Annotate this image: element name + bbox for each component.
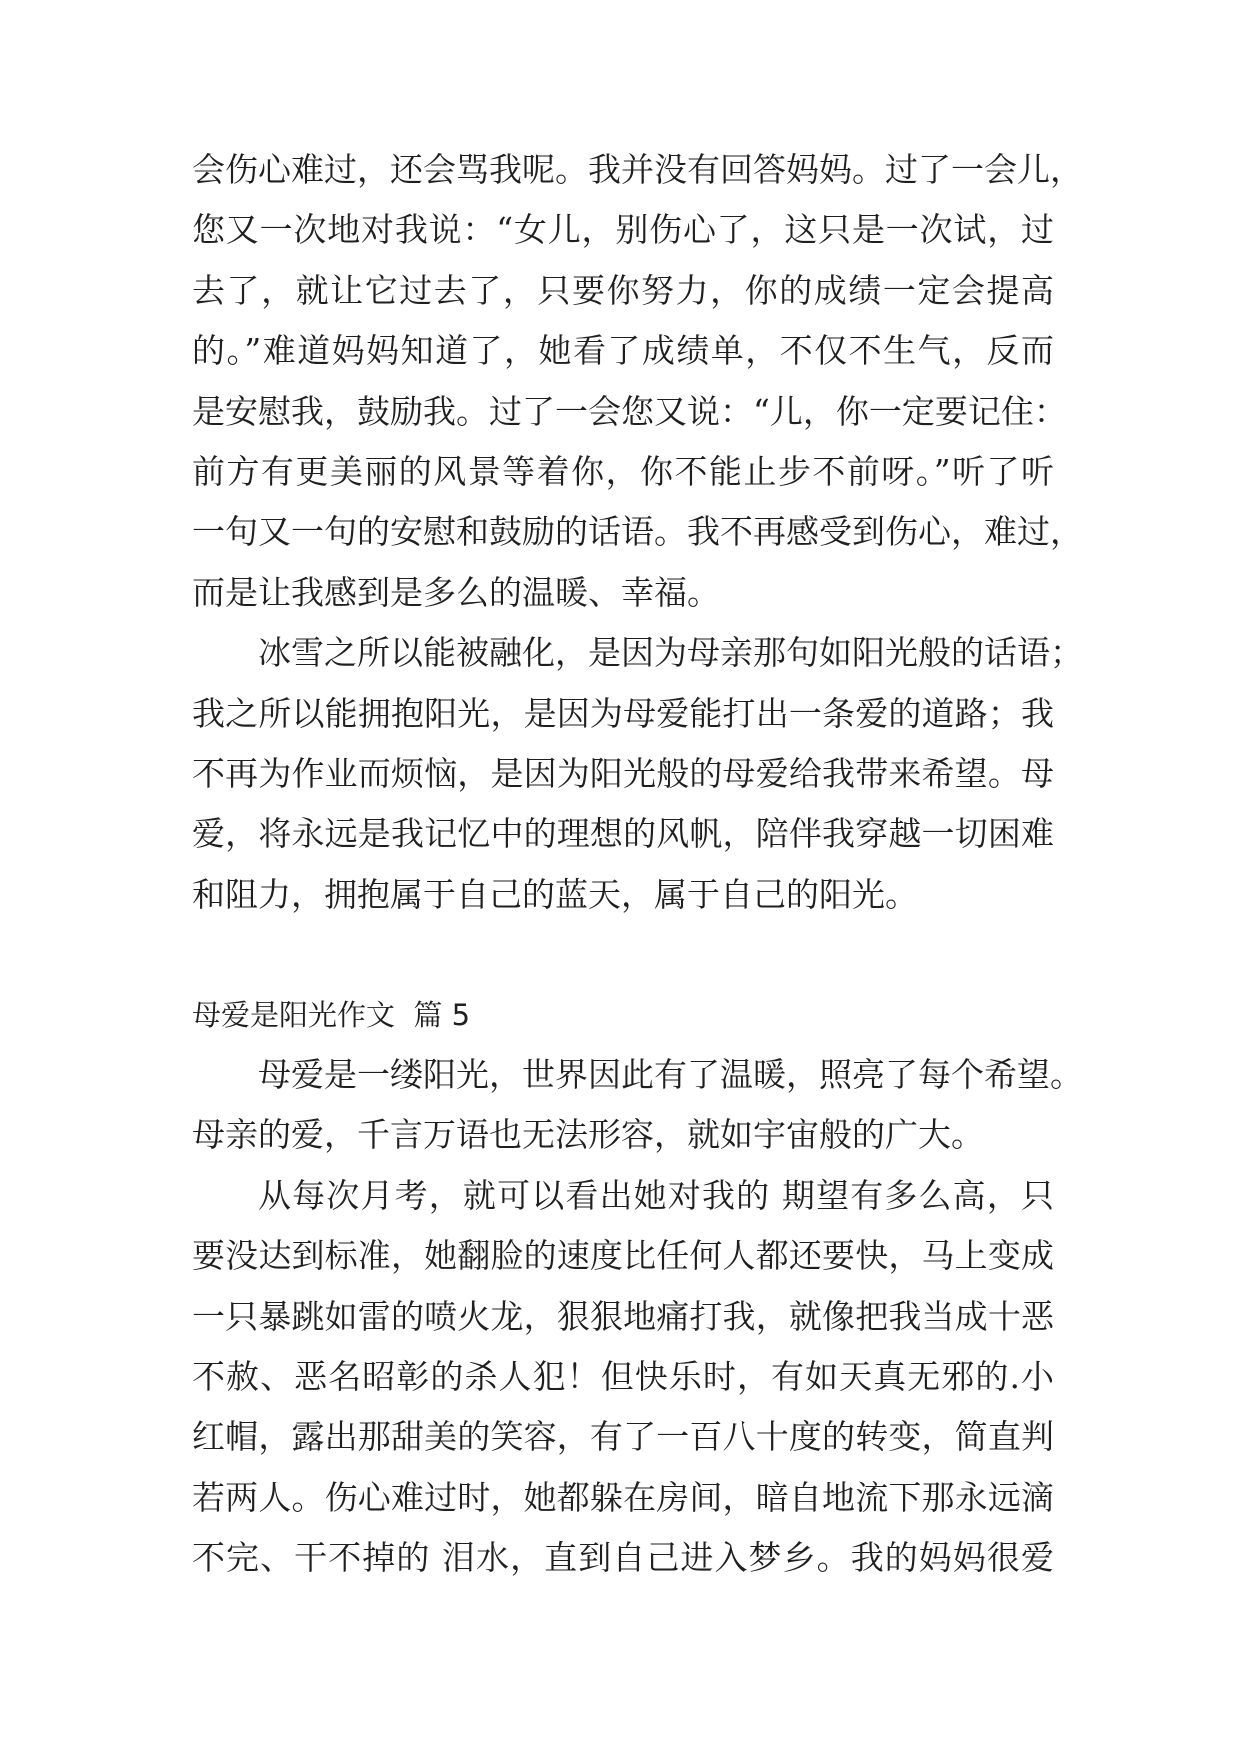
text-line: 而是让我感到是多么的温暖、幸福。 — [192, 572, 720, 612]
section-heading: 母爱是阳光作文 篇 5 — [192, 998, 471, 1033]
text-line: 不完、干不掉的 泪水，直到自己进入梦乡。我的妈妈很爱 — [192, 1538, 1054, 1578]
paragraph-3 — [192, 1045, 1083, 1166]
text-line: 您又一次地对我说：“女儿，别伤心了，这只是一次试，过 — [192, 210, 1054, 250]
paragraph-2 — [192, 623, 1083, 925]
text-line: 要没达到标准，她翻脸的速度比任何人都还要快，马上变成 — [192, 1236, 1054, 1276]
paragraph-1 — [192, 140, 1083, 623]
text-line: 母亲的爱，千言万语也无法形容，就如宇宙般的广大。 — [192, 1115, 984, 1155]
text-line: 一句又一句的安慰和鼓励的话语。我不再感受到伤心，难过， — [192, 512, 1083, 552]
text-line: 爱，将永远是我记忆中的理想的风帆，陪伴我穿越一切困难 — [192, 814, 1054, 854]
text-line: 冰雪之所以能被融化，是因为母亲那句如阳光般的话语； — [258, 633, 1083, 673]
text-line: 若两人。伤心难过时，她都躲在房间，暗自地流下那永远滴 — [192, 1477, 1054, 1517]
paragraph-4 — [192, 1166, 1054, 1589]
text-line: 一只暴跳如雷的喷火龙，狠狠地痛打我，就像把我当成十恶 — [192, 1296, 1054, 1336]
text-line: 不赦、恶名昭彰的杀人犯！但快乐时，有如天真无邪的.小 — [192, 1357, 1054, 1397]
section-spacer — [192, 925, 1054, 985]
text-line: 母爱是一缕阳光，世界因此有了温暖，照亮了每个希望。 — [258, 1055, 1083, 1095]
essay-body — [192, 140, 1083, 1589]
text-line: 不再为作业而烦恼，是因为阳光般的母爱给我带来希望。母 — [192, 753, 1054, 793]
text-line: 是安慰我，鼓励我。过了一会您又说：“儿，你一定要记住： — [192, 391, 1067, 431]
text-line: 和阻力，拥抱属于自己的蓝天，属于自己的阳光。 — [192, 874, 918, 914]
text-line: 去了，就让它过去了，只要你努力，你的成绩一定会提高 — [192, 270, 1054, 310]
text-line: 前方有更美丽的风景等着你，你不能止步不前呀。”听了听 — [192, 451, 1054, 491]
text-line: 我之所以能拥抱阳光，是因为母爱能打出一条爱的道路；我 — [192, 693, 1054, 733]
text-line: 会伤心难过，还会骂我呢。我并没有回答妈妈。过了一会儿， — [192, 150, 1083, 189]
text-line: 的。”难道妈妈知道了，她看了成绩单，不仅不生气，反而 — [192, 331, 1054, 371]
text-line: 从每次月考，就可以看出她对我的 期望有多么高，只 — [258, 1175, 1054, 1215]
text-line: 红帽，露出那甜美的笑容，有了一百八十度的转变，简直判 — [192, 1417, 1054, 1457]
